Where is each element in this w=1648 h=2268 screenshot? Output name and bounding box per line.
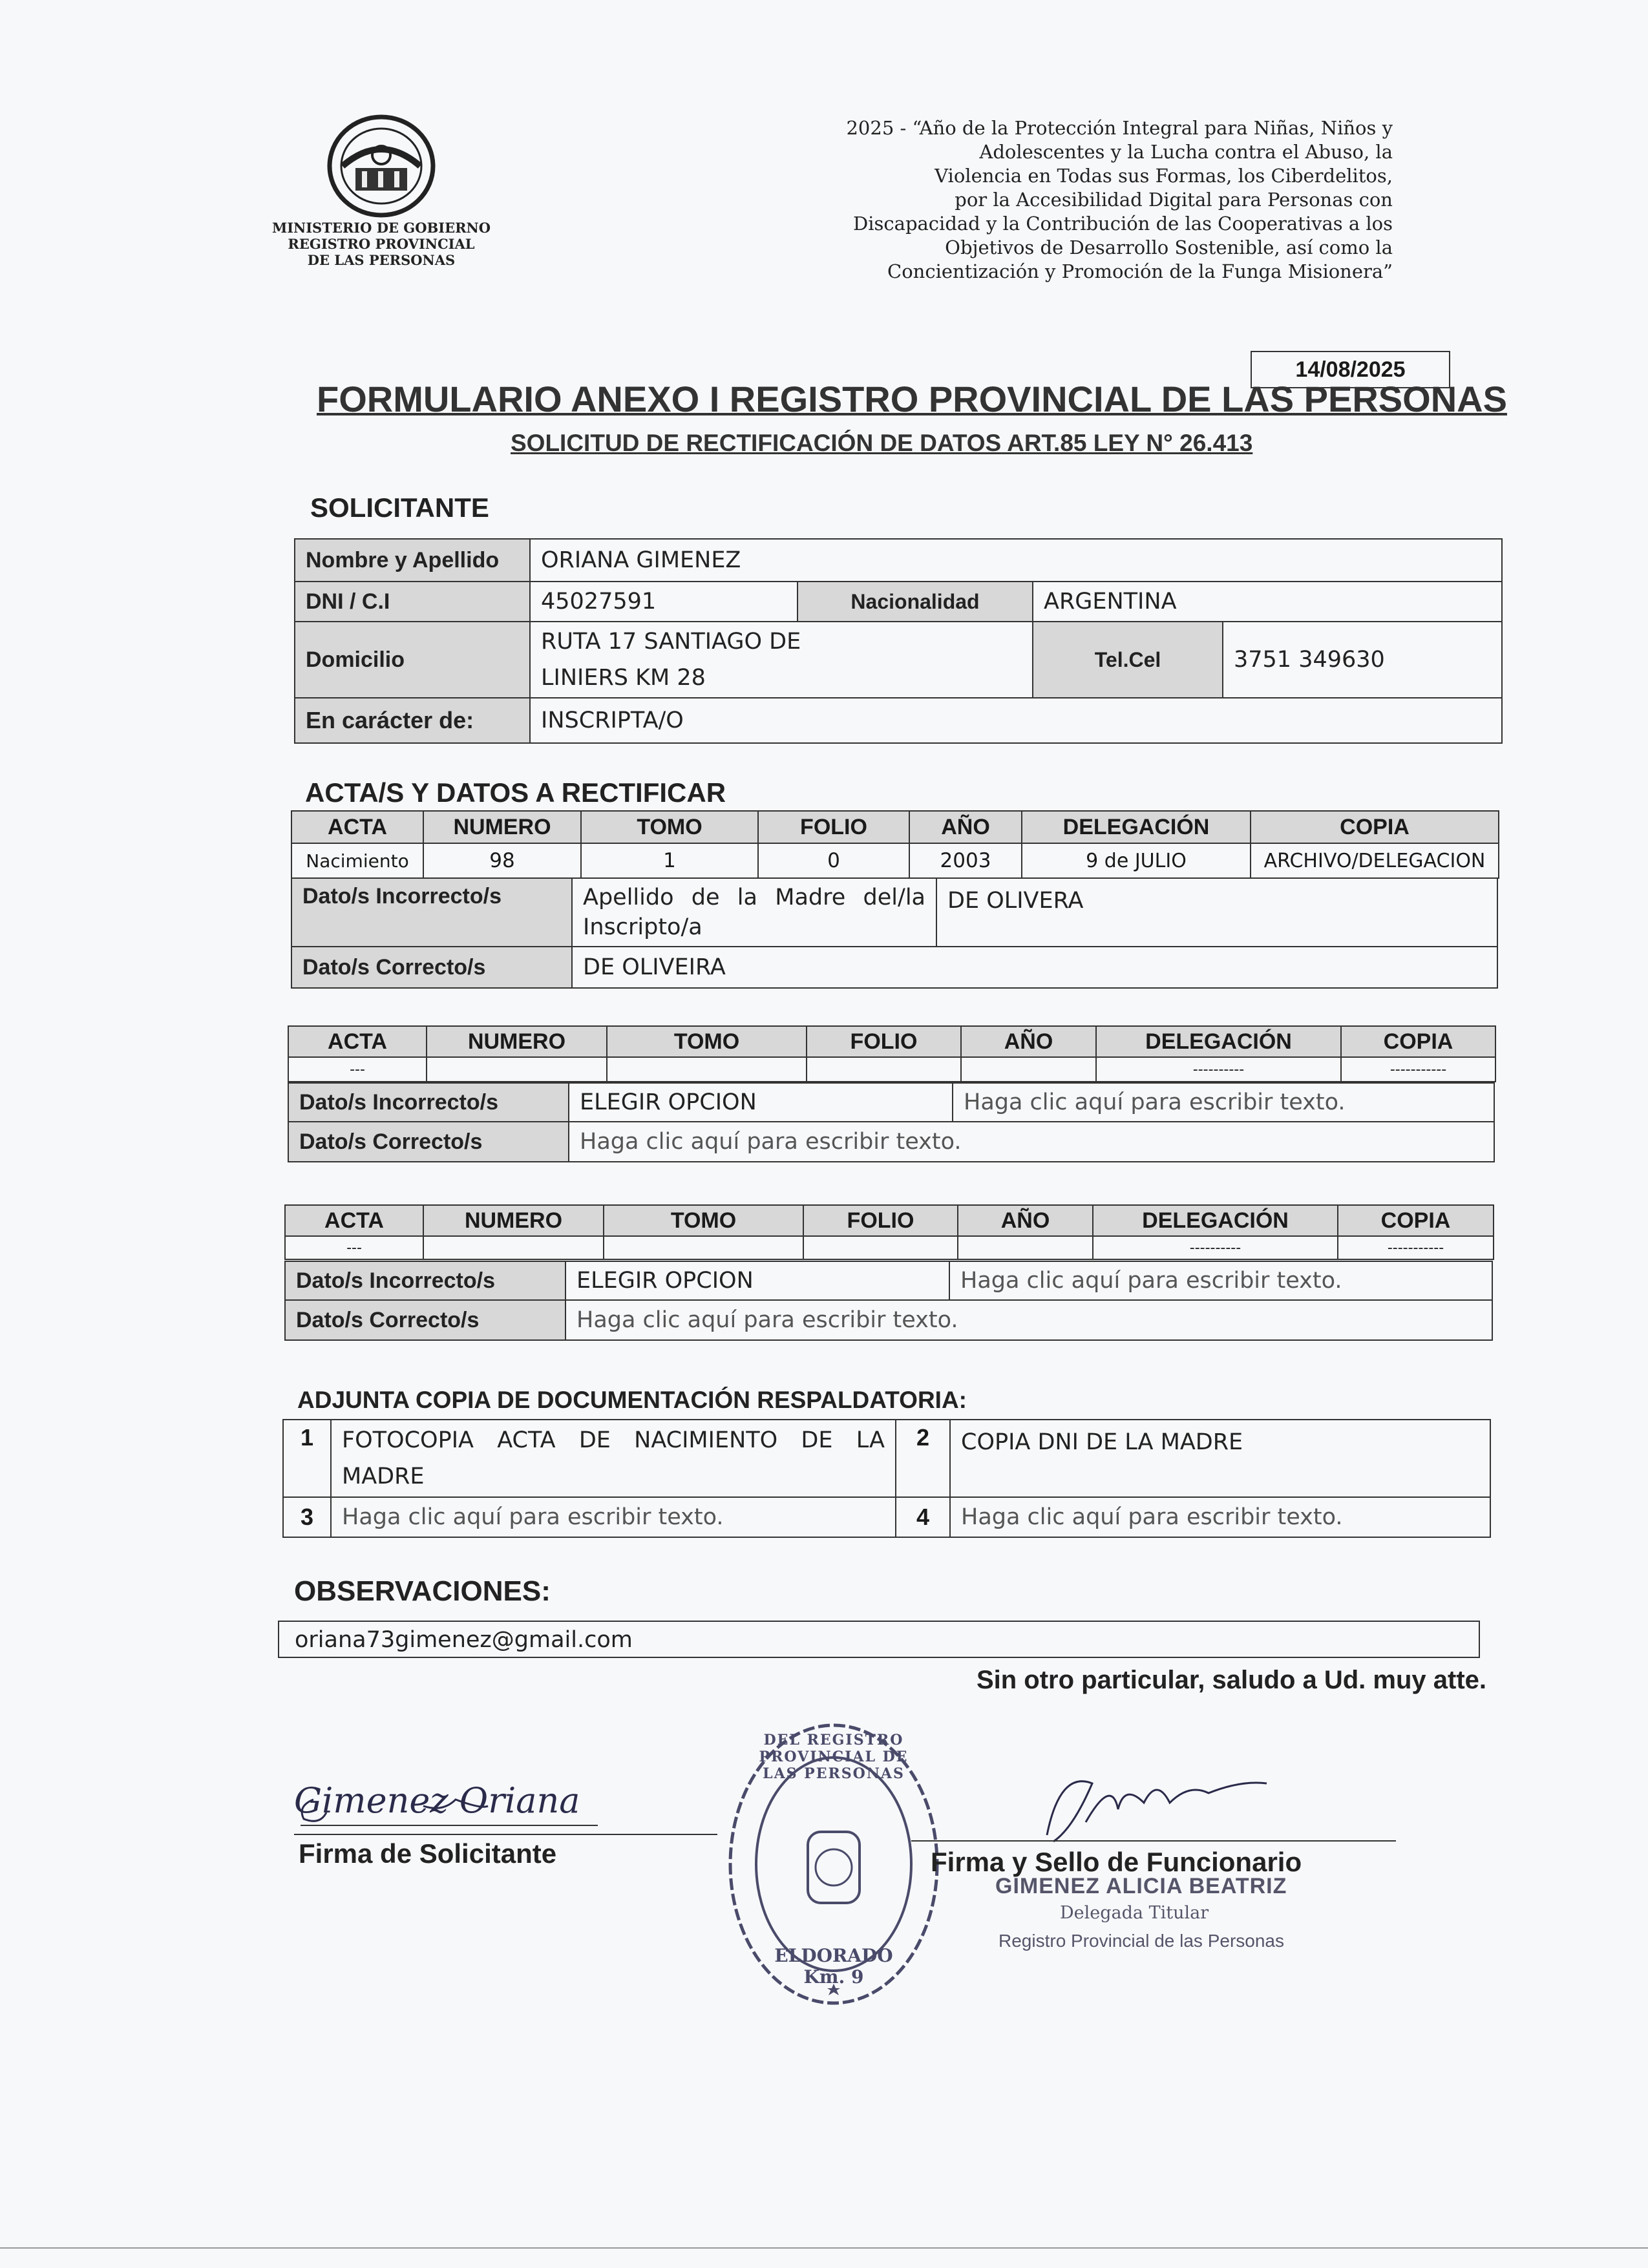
year-motto: 2025 - “Año de la Protección Integral para Niñas, Niños y Adolescentes y la Lucha contra el Abuso, la Violencia en Todas sus Formas, los Ciberdelitos, por la Accesibilidad Digital para Personas con Discapacidad y la Contribución de las Cooperativas a los Objetivos de Desarrollo Sostenible, así como la Concientización y Promoción de la Funga Misionera” [846,117,1393,282]
incorrect-value-field[interactable]: Haga clic aquí para escribir texto. [949,1261,1492,1300]
incorrect-label: Dato/s Incorrecto/s [288,1083,569,1122]
copia-cell[interactable]: ----------- [1338,1236,1494,1259]
nacionalidad-field[interactable]: ARGENTINA [1033,582,1502,622]
caracter-label: En carácter de: [295,698,530,743]
solicitante-table [294,538,1503,744]
correct-value-field[interactable]: DE OLIVEIRA [572,947,1497,988]
col-delegacion: DELEGACIÓN [1096,1026,1341,1057]
domicilio-label: Domicilio [295,622,530,698]
applicant-signature-line [294,1834,717,1835]
incorrect-value-field[interactable]: DE OLIVERA [936,878,1497,947]
col-delegacion: DELEGACIÓN [1093,1205,1338,1236]
col-anio: AÑO [909,811,1022,843]
provincial-seal [317,107,446,220]
correct-value-field[interactable]: Haga clic aquí para escribir texto. [565,1300,1492,1340]
delegacion-cell[interactable]: 9 de JULIO [1022,843,1251,878]
col-folio: FOLIO [758,811,909,843]
col-copia: COPIA [1338,1205,1494,1236]
correct-label: Dato/s Correcto/s [288,1122,569,1162]
folio-cell[interactable] [807,1057,961,1082]
copia-cell[interactable]: ----------- [1341,1057,1495,1082]
official-role-stamp: Delegada Titular [1060,1903,1209,1923]
adjunta-item-3[interactable]: Haga clic aquí para escribir texto. [331,1497,896,1537]
closing-text: Sin otro particular, saludo a Ud. muy atte. [976,1666,1486,1694]
page-bottom-edge [0,2247,1648,2249]
stamp-ring-text: DEL REGISTRO PROVINCIAL DE LAS PERSONAS [759,1732,909,1782]
section-adjunta: ADJUNTA COPIA DE DOCUMENTACIÓN RESPALDATORIA: [297,1387,967,1413]
official-org-stamp: Registro Provincial de las Personas [998,1931,1284,1951]
tomo-cell[interactable]: 1 [581,843,758,878]
col-acta: ACTA [291,811,423,843]
correct-value-field[interactable]: Haga clic aquí para escribir texto. [569,1122,1494,1162]
incorrect-label: Dato/s Incorrecto/s [285,1261,565,1300]
nombre-field[interactable]: ORIANA GIMENEZ [530,539,1502,582]
folio-cell[interactable] [803,1236,958,1259]
delegacion-cell[interactable]: ---------- [1096,1057,1341,1082]
col-acta: ACTA [288,1026,427,1057]
tomo-cell[interactable] [604,1236,803,1259]
col-folio: FOLIO [803,1205,958,1236]
ministry-name: MINISTERIO DE GOBIERNO REGISTRO PROVINCIAL DE LAS PERSONAS [271,220,491,268]
col-copia: COPIA [1341,1026,1495,1057]
acta-cell[interactable]: Nacimiento [291,843,423,878]
date-box[interactable]: 14/08/2025 [1251,351,1450,388]
anio-cell[interactable]: 2003 [909,843,1022,878]
col-numero: NUMERO [427,1026,607,1057]
acta-table-3 [284,1204,1494,1260]
applicant-signature-label: Firma de Solicitante [299,1838,557,1869]
acta-table-2 [288,1025,1496,1082]
tel-field[interactable]: 3751 349630 [1223,622,1502,698]
adjunta-num: 1 [283,1420,331,1497]
seal-icon [317,107,446,220]
col-anio: AÑO [961,1026,1096,1057]
col-tomo: TOMO [607,1026,807,1057]
nacionalidad-label: Nacionalidad [798,582,1033,622]
incorrect-value-field[interactable]: Haga clic aquí para escribir texto. [953,1083,1494,1122]
tomo-cell[interactable] [607,1057,807,1082]
numero-cell[interactable] [423,1236,604,1259]
dni-field[interactable]: 45027591 [530,582,798,622]
col-delegacion: DELEGACIÓN [1022,811,1251,843]
correct-label: Dato/s Correcto/s [285,1300,565,1340]
adjunta-item-1[interactable]: FOTOCOPIA ACTA DE NACIMIENTO DE LA MADRE [331,1420,896,1497]
form-subtitle: SOLICITUD DE RECTIFICACIÓN DE DATOS ART.85 LEY N° 26.413 [511,430,1253,456]
correct-label: Dato/s Correcto/s [291,947,572,988]
caracter-field[interactable]: INSCRIPTA/O [530,698,1502,743]
form-title: FORMULARIO ANEXO I REGISTRO PROVINCIAL DE LAS PERSONAS [317,379,1507,419]
acta-detail-3 [284,1261,1493,1341]
incorrect-field-select[interactable]: ELEGIR OPCION [565,1261,949,1300]
adjunta-num: 2 [896,1420,950,1497]
adjunta-table [282,1419,1491,1538]
copia-cell[interactable]: ARCHIVO/DELEGACION [1251,843,1499,878]
section-solicitante: SOLICITANTE [310,492,489,523]
anio-cell[interactable] [958,1236,1093,1259]
incorrect-field-select[interactable]: Apellido de la Madre del/la Inscripto/a [572,878,936,947]
col-numero: NUMERO [423,811,581,843]
acta-detail-2 [288,1082,1495,1162]
folio-cell[interactable]: 0 [758,843,909,878]
dni-label: DNI / C.I [295,582,530,622]
observaciones-field[interactable]: oriana73gimenez@gmail.com [278,1621,1480,1658]
acta-detail-1 [291,877,1498,989]
acta-table-1 [291,810,1499,879]
incorrect-field-select[interactable]: ELEGIR OPCION [569,1083,953,1122]
adjunta-num: 3 [283,1497,331,1537]
adjunta-item-2[interactable]: COPIA DNI DE LA MADRE [950,1420,1490,1497]
section-observaciones: OBSERVACIONES: [294,1575,551,1607]
col-tomo: TOMO [604,1205,803,1236]
adjunta-num: 4 [896,1497,950,1537]
col-numero: NUMERO [423,1205,604,1236]
anio-cell[interactable] [961,1057,1096,1082]
col-folio: FOLIO [807,1026,961,1057]
tel-label: Tel.Cel [1033,622,1223,698]
numero-cell[interactable]: 98 [423,843,581,878]
adjunta-item-4[interactable]: Haga clic aquí para escribir texto. [950,1497,1490,1537]
incorrect-label: Dato/s Incorrecto/s [291,878,572,947]
col-acta: ACTA [285,1205,423,1236]
delegacion-cell[interactable]: ---------- [1093,1236,1338,1259]
stamp-inner-text: ELDORADO Km. 9 [774,1945,893,1988]
acta-cell[interactable]: --- [285,1236,423,1259]
applicant-signature-text: Gimenez Oriana [294,1780,580,1821]
official-name-stamp: GIMENEZ ALICIA BEATRIZ [995,1874,1287,1898]
col-tomo: TOMO [581,811,758,843]
col-anio: AÑO [958,1205,1093,1236]
domicilio-field[interactable]: RUTA 17 SANTIAGO DE LINIERS KM 28 [530,622,1033,698]
numero-cell[interactable] [427,1057,607,1082]
section-actas: ACTA/S Y DATOS A RECTIFICAR [305,777,726,808]
nombre-label: Nombre y Apellido [295,539,530,582]
official-signature-line [911,1840,1396,1842]
official-signature-label: Firma y Sello de Funcionario [931,1847,1302,1877]
col-copia: COPIA [1251,811,1499,843]
acta-cell[interactable]: --- [288,1057,427,1082]
